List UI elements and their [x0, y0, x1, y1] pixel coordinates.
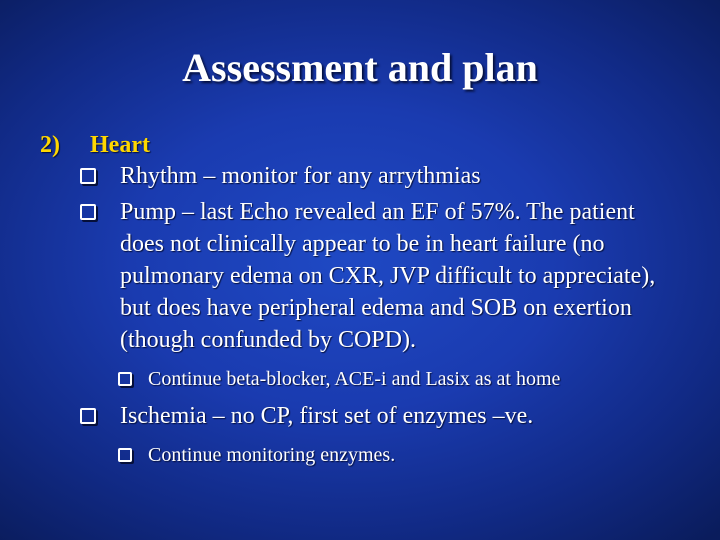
section-number: 2) [40, 132, 60, 158]
sub-bullet-item [118, 366, 680, 392]
square-bullet-icon [118, 448, 136, 462]
square-bullet-icon [118, 372, 136, 386]
section-heading-row [40, 130, 680, 160]
bullet-item [80, 196, 680, 356]
bullet-text: Rhythm – monitor for any arrythmias [120, 163, 481, 189]
sub-bullet-text: Continue monitoring enzymes. [148, 444, 396, 466]
bullet-item [80, 160, 680, 192]
sub-bullet-item [118, 442, 680, 468]
slide-content [40, 130, 680, 476]
bullet-text: Pump – last Echo revealed an EF of 57%. The patient does not clinically appear to be in heart failure (no pulmonary edema on CXR, JVP difficult to appreciate), but does have peripheral edema and SOB on exertion (though confunded by COPD). [120, 199, 656, 353]
square-bullet-icon [80, 204, 102, 218]
sub-bullet-text: Continue beta-blocker, ACE-i and Lasix as at home [148, 368, 561, 390]
bullet-text: Ischemia – no CP, first set of enzymes –ve. [120, 403, 534, 429]
bullet-item [80, 400, 680, 432]
section-heading: Heart [90, 132, 150, 158]
square-bullet-icon [80, 168, 102, 182]
slide-title: Assessment and plan [182, 45, 538, 90]
square-bullet-icon [80, 408, 102, 422]
